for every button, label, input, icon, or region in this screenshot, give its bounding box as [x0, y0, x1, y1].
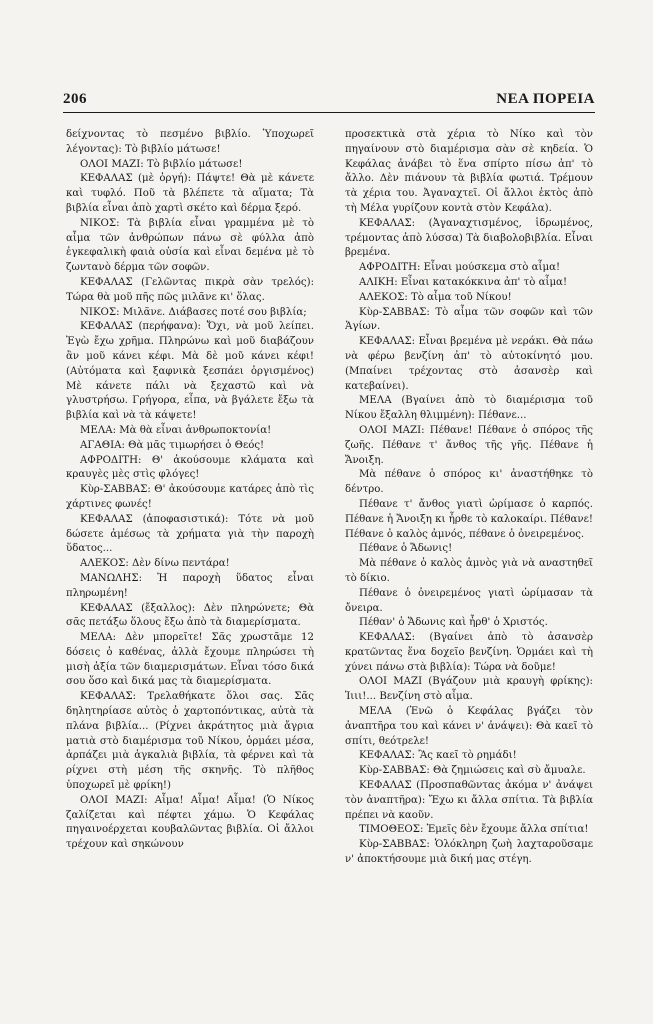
dialogue-paragraph: ΚΕΦΑΛΑΣ (ἔξαλλος): Δὲν πληρώνετε; Θὰ σᾶς πετάξω ὅλους ἔξω ἀπὸ τὰ διαμερίσματα.: [66, 602, 314, 629]
dialogue-paragraph: προσεκτικὰ στὰ χέρια τὸ Νίκο καὶ τὸν πηγαίνουν στὸ διαμέρισμα σὰν σὲ κηδεία. Ὁ Κεφάλας ἀνάβει τὸ ἕνα σπίρτο πίσω ἀπ' τὸ ἄλλο. Δὲν πιάνουν τὰ βιβλία φωτιά. Τρέμουν τὰ χέρια του. Ἀγαναχτεῖ. Οἱ ἄλλοι ἐκτὸς ἀπὸ τὴ Μέλα γυρίζουν κοντὰ στὸν Κεφάλα).: [345, 129, 593, 214]
dialogue-paragraph: ΜΕΛΑ (Βγαίνει ἀπὸ τὸ διαμέρισμα τοῦ Νίκου ἔξαλλη θλιμμένη): Πέθανε...: [345, 395, 593, 422]
dialogue-paragraph: Κὺρ-ΣΑΒΒΑΣ: Θὰ ζημιώσεις καὶ σὺ ἄμυαλε.: [359, 765, 586, 777]
dialogue-paragraph: ΚΕΦΑΛΑΣ: Τρελαθήκατε ὅλοι σας. Σᾶς δηλητηρίασε αὐτὸς ὁ χαρτοπόντικας, αὐτὰ τὰ πλάνα βιβλία... (Ρίχνει ἀκράτητος μιὰ ἄγρια ματιὰ στὸ διαμέρισμα τοῦ Νίκου, ὁρμάει μέσα, ἁρπάζει μιὰ ἀγκαλιὰ βιβλία, τὰ φέρνει καὶ τὰ ρίχνει στὴ μέση τῆς σκηνῆς. Τὸ πλῆθος ὑποχωρεῖ μὲ φρίκη!): [66, 691, 314, 792]
dialogue-paragraph: Πέθανε ὁ Ἄδωνις!: [359, 543, 453, 555]
dialogue-paragraph: ΚΕΦΑΛΑΣ (μὲ ὀργή): Πάψτε! Θὰ μὲ κάνετε καὶ τυφλό. Ποῦ τὰ βλέπετε τὰ αἵματα; Τὰ βιβλία εἶναι ἀπὸ χαρτὶ σκέτο καὶ δέρμα ξερό.: [66, 173, 314, 214]
dialogue-paragraph: ΟΛΟΙ ΜΑΖΙ: Αἷμα! Αἷμα! Αἷμα! (Ὁ Νίκος ζαλίζεται καὶ πέφτει χάμω. Ὁ Κεφάλας πηγαινοέρχεται κουβαλῶντας βιβλία. Οἱ ἄλλοι τρέχουν καὶ σηκώνουν: [66, 794, 314, 851]
dialogue-paragraph: ΚΕΦΑΛΑΣ (Γελῶντας πικρὰ σὰν τρελός): Τώρα θὰ μοῦ πῆς πῶς μιλᾶνε κι' ὅλας.: [66, 276, 314, 303]
dialogue-paragraph: ΚΕΦΑΛΑΣ: Εἶναι βρεμένα μὲ νεράκι. Θὰ πάω νὰ φέρω βενζίνη ἀπ' τὸ αὐτοκίνητό μου. (Μπαίνει τρέχοντας στὸ ἀσανσὲρ καὶ κατεβαίνει).: [345, 336, 593, 392]
dialogue-paragraph: ΑΛΕΚΟΣ: Δὲν δίνω πεντάρα!: [80, 558, 230, 570]
dialogue-paragraph: ΟΛΟΙ ΜΑΖΙ: Τὸ βιβλίο μάτωσε!: [80, 158, 243, 170]
dialogue-paragraph: ΝΙΚΟΣ: Τὰ βιβλία εἶναι γραμμένα μὲ τὸ αἷμα τῶν ἀνθρώπων πάνω σὲ φύλλα ἀπὸ ἐγκεφαλικὴ φαιὰ οὐσία καὶ εἶναι δεμένα μὲ τὸ ζωντανὸ δέρμα τῶν σοφῶν.: [66, 217, 314, 274]
page-header: [63, 86, 595, 113]
dialogue-paragraph: ΚΕΦΑΛΑΣ: Ἂς καεῖ τὸ ρημάδι!: [359, 750, 517, 762]
dialogue-paragraph: ΚΕΦΑΛΑΣ: (Βγαίνει ἀπὸ τὸ ἀσανσὲρ κρατῶντας ἕνα δοχεῖο βενζίνη. Ὁρμάει καὶ τὴ χύνει πάνω στὰ βιβλία): Τώρα νὰ δοῦμε!: [345, 632, 593, 673]
dialogue-paragraph: ΚΕΦΑΛΑΣ (Προσπαθῶντας ἀκόμα ν' ἀνάψει τὸν ἀναπτῆρα): Ἔχω κι ἄλλα σπίτια. Τὰ βιβλία πρέπει νὰ καοῦν.: [345, 780, 593, 821]
dialogue-paragraph: δείχνοντας τὸ πεσμένο βιβλίο. Ὑποχωρεῖ λέγοντας): Τὸ βιβλίο μάτωσε!: [66, 129, 314, 155]
dialogue-paragraph: ΜΕΛΑ: Δὲν μπορεῖτε! Σᾶς χρωστᾶμε 12 δόσεις ὁ καθένας, ἀλλὰ ἔχουμε πληρώσει τὴ μισὴ ἀξία τῶν διαμερισμάτων. Εἶναι τόσο δικά σου ὅσο καὶ δικά μας τὰ διαμερίσματα.: [66, 632, 314, 688]
dialogue-paragraph: ΤΙΜΟΘΕΟΣ: Ἐμεῖς δὲν ἔχουμε ἄλλα σπίτια!: [359, 824, 589, 836]
dialogue-paragraph: ΟΛΟΙ ΜΑΖΙ (Βγάζουν μιὰ κραυγὴ φρίκης): Ἰιιι!... Βενζίνη στὸ αἷμα.: [345, 676, 593, 703]
journal-title: ΝΕΑ ΠΟΡΕΙΑ: [496, 91, 595, 107]
dialogue-paragraph: ΑΦΡΟΔΙΤΗ: Εἶναι μούσκεμα στὸ αἷμα!: [359, 262, 561, 274]
dialogue-paragraph: Κὺρ-ΣΑΒΒΑΣ: Τὸ αἷμα τῶν σοφῶν καὶ τῶν Ἁγίων.: [345, 306, 593, 333]
dialogue-paragraph: ΑΓΑΘΙΑ: Θὰ μᾶς τιμωρήσει ὁ Θεός!: [80, 439, 265, 451]
dialogue-paragraph: ΟΛΟΙ ΜΑΖΙ: Πέθανε! Πέθανε ὁ σπόρος τῆς ζωῆς. Πέθανε τ' ἄνθος τῆς γῆς. Πέθανε ἡ Ἄνοιξη.: [345, 424, 593, 466]
dialogue-paragraph: ΚΕΦΑΛΑΣ (περήφανα): Ὄχι, νὰ μοῦ λείπει. Ἐγὼ ἔχω χρῆμα. Πληρώνω καὶ μοῦ διαβάζουν ἂν μοῦ κάνει κέφι. Μὰ δὲ μοῦ κάνει κέφι! (Αὐτόματα καὶ ξαφνικὰ ξεσπάει ὀργισμένος) Μὲ κάνετε πάλι νὰ ξεχαστῶ καὶ νὰ γλυστρήσω. Γρήγορα, εἶπα, νὰ βγάλετε ἔξω τὰ βιβλία καὶ νὰ τὰ κάψετε!: [66, 321, 314, 422]
dialogue-paragraph: ΜΕΛΑ (Ἐνῶ ὁ Κεφάλας βγάζει τὸν ἀναπτῆρα του καὶ κάνει ν' ἀνάψει): Θὰ καεῖ τὸ σπίτι, θεότρελε!: [345, 706, 593, 747]
dialogue-paragraph: Πέθανε τ' ἄνθος γιατὶ ὡρίμασε ὁ καρπός. Πέθανε ἡ Ἄνοιξη κι ἦρθε τὸ καλοκαίρι. Πέθανε! Πέθανε ὁ καλὸς ἀμνός, πέθανε ὁ ὀνειρεμένος.: [345, 498, 593, 540]
right-column: [345, 128, 593, 984]
dialogue-paragraph: Κὺρ-ΣΑΒΒΑΣ: Ὁλόκληρη ζωὴ λαχταροῦσαμε ν' ἀποκτήσουμε μιὰ δική μας στέγη.: [345, 839, 593, 866]
dialogue-paragraph: ΑΦΡΟΔΙΤΗ: Θ' ἀκούσουμε κλάματα καὶ κραυγὲς μὲς στὶς φλόγες!: [66, 454, 314, 481]
dialogue-paragraph: ΑΛΙΚΗ: Εἶναι κατακόκκινα ἀπ' τὸ αἷμα!: [359, 276, 568, 288]
page-number: 206: [63, 91, 87, 107]
dialogue-paragraph: ΜΕΛΑ: Μὰ θὰ εἶναι ἀνθρωποκτονία!: [80, 424, 272, 436]
dialogue-paragraph: Μὰ πέθανε ὁ καλὸς ἀμνὸς γιὰ νὰ αναστηθεῖ τὸ δίκιο.: [345, 558, 593, 584]
dialogue-paragraph: ΝΙΚΟΣ: Μιλᾶνε. Διάβασες ποτέ σου βιβλία;: [80, 306, 307, 318]
dialogue-paragraph: Πέθανε ὁ ὀνειρεμένος γιατὶ ὡρίμασαν τὰ ὄνειρα.: [345, 587, 593, 614]
text-columns: [66, 128, 593, 984]
left-column: [66, 128, 314, 984]
dialogue-paragraph: ΚΕΦΑΛΑΣ (ἀποφασιστικά): Τότε νὰ μοῦ δώσετε ἀμέσως τὰ χρήματα γιὰ τὴν παροχὴ ὕδατος...: [66, 513, 314, 555]
dialogue-paragraph: ΑΛΕΚΟΣ: Τὸ αἷμα τοῦ Νίκου!: [359, 291, 512, 303]
dialogue-paragraph: Πέθαν' ὁ Ἄδωνις καὶ ἦρθ' ὁ Χριστός.: [359, 617, 548, 629]
dialogue-paragraph: Κὺρ-ΣΑΒΒΑΣ: Θ' ἀκούσουμε κατάρες ἀπὸ τὶς χάρτινες φωνές!: [66, 484, 314, 510]
dialogue-paragraph: Μὰ πέθανε ὁ σπόρος κι' ἀναστήθηκε τὸ δέντρο.: [345, 469, 593, 496]
dialogue-paragraph: ΜΑΝΩΛΗΣ: Ἡ παροχὴ ὕδατος εἶναι πληρωμένη!: [66, 572, 314, 599]
dialogue-paragraph: ΚΕΦΑΛΑΣ: (Ἀγαναχτισμένος, ἱδρωμένος, τρέμοντας ἀπὸ λύσσα) Τὰ διαβολοβιβλία. Εἶναι βρεμένα.: [345, 217, 593, 259]
